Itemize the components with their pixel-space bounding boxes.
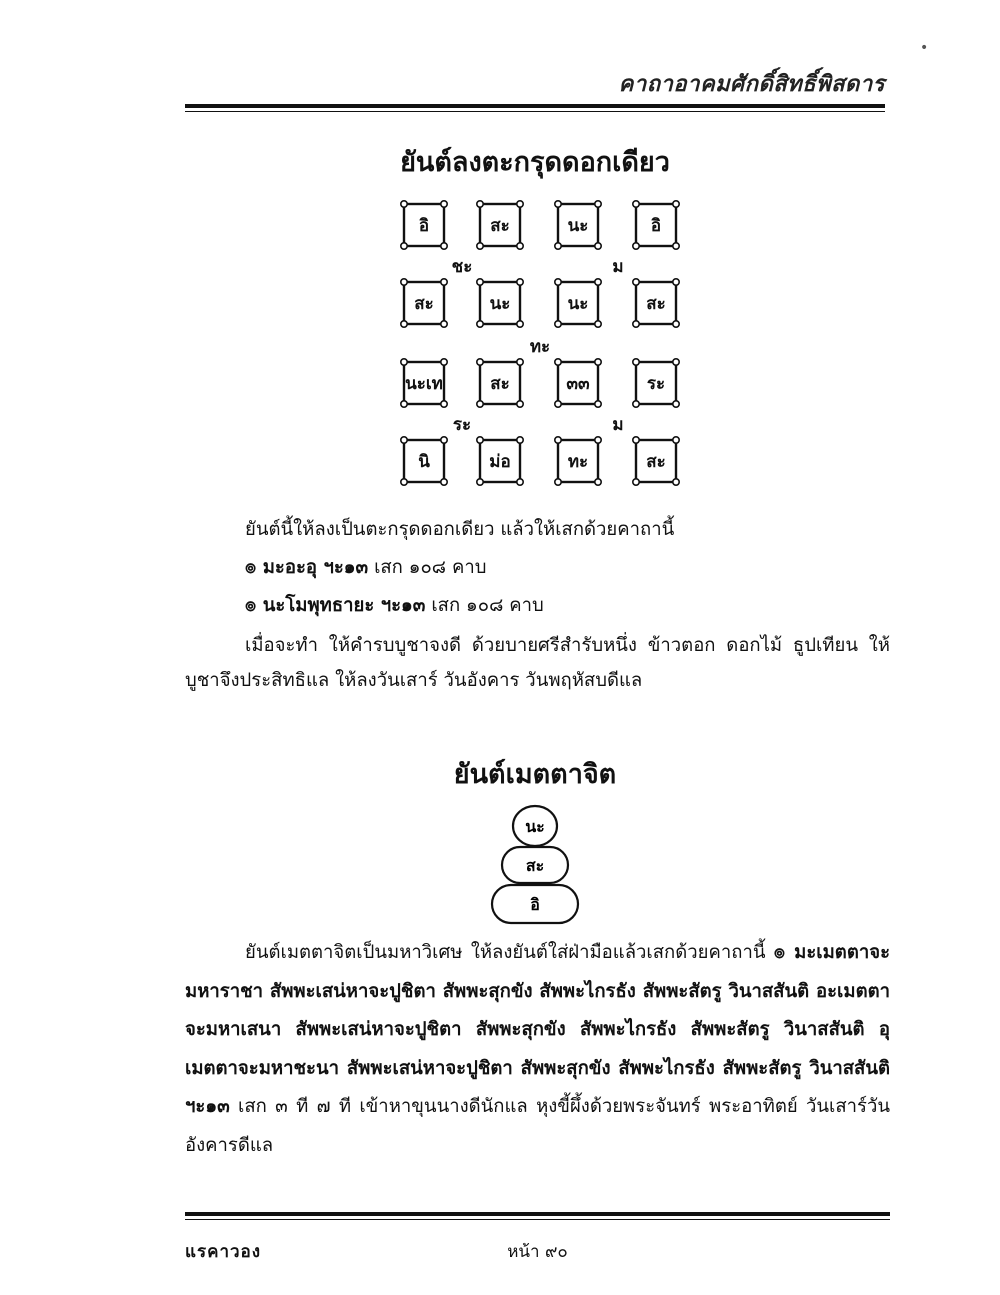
yantra-corner-dot <box>633 401 639 407</box>
metta-mantra: ๏ มะเมตตาจะมหาราชา สัพพะเสน่หาจะปูชิตา สัพพะสุกขัง สัพพะไกรธัง สัพพะสัตรู วินาสสันติ อะเมตตาจะมหาเสนา สัพพะเสน่หาจะปูชิตา สัพพะสุกขัง สัพพะไกรธัง สัพพะสัตรู วินาสสันติ อุเมตตาจะมหาชะนา สัพพะเสน่หาจะปูชิตา สัพพะสุกขัง สัพพะไกรธัง สัพพะสัตรู วินาสสันติ ฯะ๑๓ <box>185 942 891 1117</box>
footer-rule <box>185 1212 890 1216</box>
yantra-corner-dot <box>673 279 679 285</box>
yantra-corner-dot <box>477 243 483 249</box>
yantra-corner-dot <box>555 359 561 365</box>
yantra-syllable: นะ <box>567 216 589 236</box>
yantra-corner-dot <box>555 479 561 485</box>
yantra-corner-dot <box>517 321 523 327</box>
yantra-corner-dot <box>517 437 523 443</box>
yantra-corner-dot <box>401 479 407 485</box>
yantra-corner-dot <box>673 437 679 443</box>
yantra-syllable: ม <box>612 257 624 277</box>
yantra-corner-dot <box>477 321 483 327</box>
yantra-corner-dot <box>633 279 639 285</box>
yantra-corner-dot <box>555 401 561 407</box>
yantra-corner-dot <box>441 279 447 285</box>
corner-speck: • <box>920 40 929 56</box>
mantra-text: ๏ มะอะอุ ฯะ๑๓ <box>245 557 369 578</box>
yantra2-description <box>185 934 890 1165</box>
yantra-corner-dot <box>633 479 639 485</box>
yantra-syllable: สะ <box>646 294 666 314</box>
yantra-syllable: ชะ <box>451 257 473 277</box>
footer-rule-thin <box>185 1219 890 1220</box>
yantra-corner-dot <box>441 479 447 485</box>
mantra-count: เสก ๑๐๘ คาบ <box>425 595 544 616</box>
yantra-corner-dot <box>517 279 523 285</box>
yantra-syllable: นะ <box>489 294 511 314</box>
yantra-corner-dot <box>477 201 483 207</box>
metta-layer-middle: สะ <box>525 856 545 875</box>
yantra1-instruction <box>185 512 890 547</box>
yantra-corner-dot <box>517 243 523 249</box>
page-number: หน้า ๙๐ <box>507 1242 568 1262</box>
yantra-corner-dot <box>555 279 561 285</box>
yantra-corner-dot <box>673 321 679 327</box>
yantra-corner-dot <box>441 437 447 443</box>
yantra-corner-dot <box>401 401 407 407</box>
header-title: คาถาอาคมศักดิ์สิทธิ์พิสดาร <box>618 72 885 97</box>
yantra-corner-dot <box>555 201 561 207</box>
yantra-corner-dot <box>477 279 483 285</box>
yantra-corner-dot <box>517 479 523 485</box>
mantra-line-1 <box>185 550 890 585</box>
yantra-corner-dot <box>595 201 601 207</box>
yantra-corner-dot <box>441 243 447 249</box>
yantra-syllable: นะ <box>567 294 589 314</box>
yantra-corner-dot <box>595 479 601 485</box>
yantra-corner-dot <box>517 401 523 407</box>
yantra-corner-dot <box>441 401 447 407</box>
yantra-corner-dot <box>441 201 447 207</box>
metta-layer-bottom: อิ <box>530 895 540 914</box>
yantra-syllable: ระ <box>646 374 666 394</box>
yantra-corner-dot <box>517 359 523 365</box>
yantra-syllable: นิ <box>418 452 430 472</box>
yantra-syllable: ม <box>612 415 624 435</box>
description-intro: ยันต์เมตตาจิตเป็นมหาวิเศษ ให้ลงยันต์ใส่ฝ่ามือแล้วเสกด้วยคาถานี้ <box>245 942 774 963</box>
yantra-corner-dot <box>633 359 639 365</box>
mantra-line-2 <box>185 588 890 623</box>
yantra-syllable: นะเท <box>405 374 443 394</box>
yantra-title-2: ยันต์เมตตาจิต <box>453 759 617 790</box>
yantra-title-1: ยันต์ลงตะกรุดดอกเดียว <box>400 147 670 178</box>
header-rule-thin <box>185 111 885 112</box>
yantra-corner-dot <box>633 243 639 249</box>
yantra-corner-dot <box>595 359 601 365</box>
yantra-corner-dot <box>477 437 483 443</box>
yantra-syllable: ทะ <box>567 452 589 472</box>
yantra-corner-dot <box>595 401 601 407</box>
yantra-corner-dot <box>673 243 679 249</box>
description-outro: เสก ๓ ที ๗ ที เข้าหาขุนนางดีนักแล หุงขี้ผึ้งด้วยพระจันทร์ พระอาทิตย์ วันเสาร์วันอังคารดีแล <box>185 1096 890 1156</box>
header-rule <box>185 104 885 108</box>
yantra-corner-dot <box>673 479 679 485</box>
yantra-syllable: ระ <box>452 415 472 435</box>
yantra-corner-dot <box>595 437 601 443</box>
yantra-syllable: ทะ <box>529 337 551 357</box>
ritual-instruction <box>185 628 890 698</box>
yantra-corner-dot <box>673 401 679 407</box>
yantra-corner-dot <box>633 201 639 207</box>
yantra-corner-dot <box>401 321 407 327</box>
yantra-corner-dot <box>401 201 407 207</box>
yantra-syllable: สะ <box>414 294 434 314</box>
yantra-corner-dot <box>595 279 601 285</box>
yantra-corner-dot <box>401 279 407 285</box>
yantra-corner-dot <box>477 479 483 485</box>
yantra-syllable: สะ <box>490 374 510 394</box>
instruction-line: ยันต์นี้ให้ลงเป็นตะกรุดดอกเดียว แล้วให้เสกด้วยคาถานี้ <box>245 519 675 540</box>
yantra-corner-dot <box>633 437 639 443</box>
ritual-text: เมื่อจะทำ ให้คำรบบูชาจงดี ด้วยบายศรีสำรับหนึ่ง ข้าวตอก ดอกไม้ ธูปเทียน ให้บูชาจึงประสิทธิแล ให้ลงวันเสาร์ วันอังคาร วันพฤหัสบดีแล <box>185 635 890 691</box>
yantra-corner-dot <box>477 401 483 407</box>
yantra-corner-dot <box>673 201 679 207</box>
metta-yantra-diagram <box>480 800 590 930</box>
yantra-corner-dot <box>401 437 407 443</box>
takrut-yantra-diagram <box>390 196 690 491</box>
yantra-corner-dot <box>401 359 407 365</box>
yantra-corner-dot <box>595 243 601 249</box>
yantra-syllable: สะ <box>490 216 510 236</box>
yantra-corner-dot <box>673 359 679 365</box>
yantra-corner-dot <box>555 437 561 443</box>
yantra-syllable: อิ <box>650 216 662 236</box>
yantra-corner-dot <box>555 321 561 327</box>
yantra-corner-dot <box>555 243 561 249</box>
publisher-logo: แรคาวอง <box>185 1242 262 1261</box>
metta-layer-top: นะ <box>525 817 545 836</box>
yantra-corner-dot <box>517 201 523 207</box>
mantra-text: ๏ นะโมพุทธายะ ฯะ๑๓ <box>245 595 426 616</box>
yantra-corner-dot <box>633 321 639 327</box>
yantra-syllable: ม่อ <box>489 452 511 472</box>
mantra-count: เสก ๑๐๘ คาบ <box>368 557 487 578</box>
yantra-syllable: ๓๓ <box>566 374 590 394</box>
yantra-corner-dot <box>401 243 407 249</box>
yantra-corner-dot <box>595 321 601 327</box>
yantra-corner-dot <box>441 321 447 327</box>
yantra-syllable: สะ <box>646 452 666 472</box>
yantra-corner-dot <box>477 359 483 365</box>
yantra-corner-dot <box>441 359 447 365</box>
yantra-syllable: อิ <box>418 216 430 236</box>
